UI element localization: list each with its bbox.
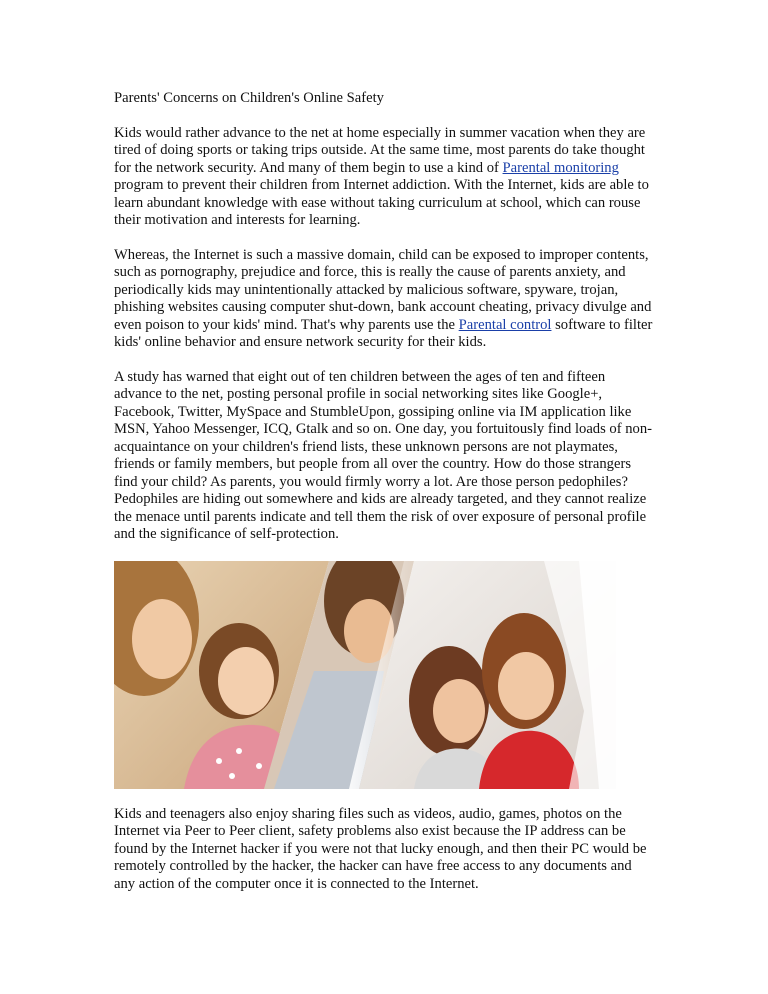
paragraph-3: A study has warned that eight out of ten children between the ages of ten and fifteen advance to the net, posting personal profile in social networking sites like Google+, Facebook, Twitter, MySpace and StumbleUpon, gossiping online via IM application like MSN, Yahoo Messenger, ICQ, Gtalk and so on. One day, you fortuitously find loads of non-acquaintance on your children's friend lists, these unknown persons are not playmates, friends or family members, but people from all over the country. How do those strangers find your child? As parents, you would firmly worry a lot. Are those person pedophiles? Pedophiles are hiding out somewhere and kids are already targeted, and they cannot realize the menace until parents indicate and tell them the risk of over exposure of personal profile and the significance of self-protection. (114, 368, 652, 542)
photo-collage-image (114, 561, 616, 789)
paragraph-4: Kids and teenagers also enjoy sharing files such as videos, audio, games, photos on the Internet via Peer to Peer client, safety problems also exist because the IP address can be found by the Internet hacker if you were not that lucky enough, and then their PC would be remotely controlled by the hacker, the hacker can have free access to any documents and any action of the computer once it is connected to the Internet. (114, 805, 647, 892)
parent-face (132, 599, 192, 679)
document-page (114, 90, 654, 910)
paragraph-1-text-before: Kids would rather advance to the net at home especially in summer vacation when they are tired of doing sports or taking trips outside. At the same time, most parents do take thought for the network security. And many of them begin to use a kind of (114, 124, 646, 176)
girl-left-face (433, 679, 485, 743)
parental-control-link[interactable]: Parental control (458, 316, 552, 333)
paragraph-2 (114, 247, 654, 352)
paragraph-1 (114, 125, 654, 230)
paragraph-2-text-before: Whereas, the Internet is such a massive domain, child can be exposed to improper contents, such as pornography, prejudice and force, this is really the cause of parents anxiety, and periodically kids may unintentionally attacked by malicious software, spyware, trojan, phishing websites causing computer shut-down, bank account cheating, privacy divulge and even poison to your kids' mind. That's why parents use the (114, 246, 652, 333)
girl-right-face (498, 652, 554, 720)
paragraph-1-text-after: program to prevent their children from Internet addiction. With the Internet, kids are able to learn abundant knowledge with ease without taking curriculum at school, which can rouse their motivation and interests for learning. (114, 177, 649, 228)
document-title: Parents' Concerns on Children's Online Safety (114, 90, 384, 106)
girl-face (218, 647, 274, 715)
children-photo-collage (114, 561, 616, 789)
parental-monitoring-link[interactable]: Parental monitoring (502, 159, 619, 176)
paragraph-2-text-after: software to filter kids' online behavior and ensure network security for their kids. (114, 316, 653, 350)
